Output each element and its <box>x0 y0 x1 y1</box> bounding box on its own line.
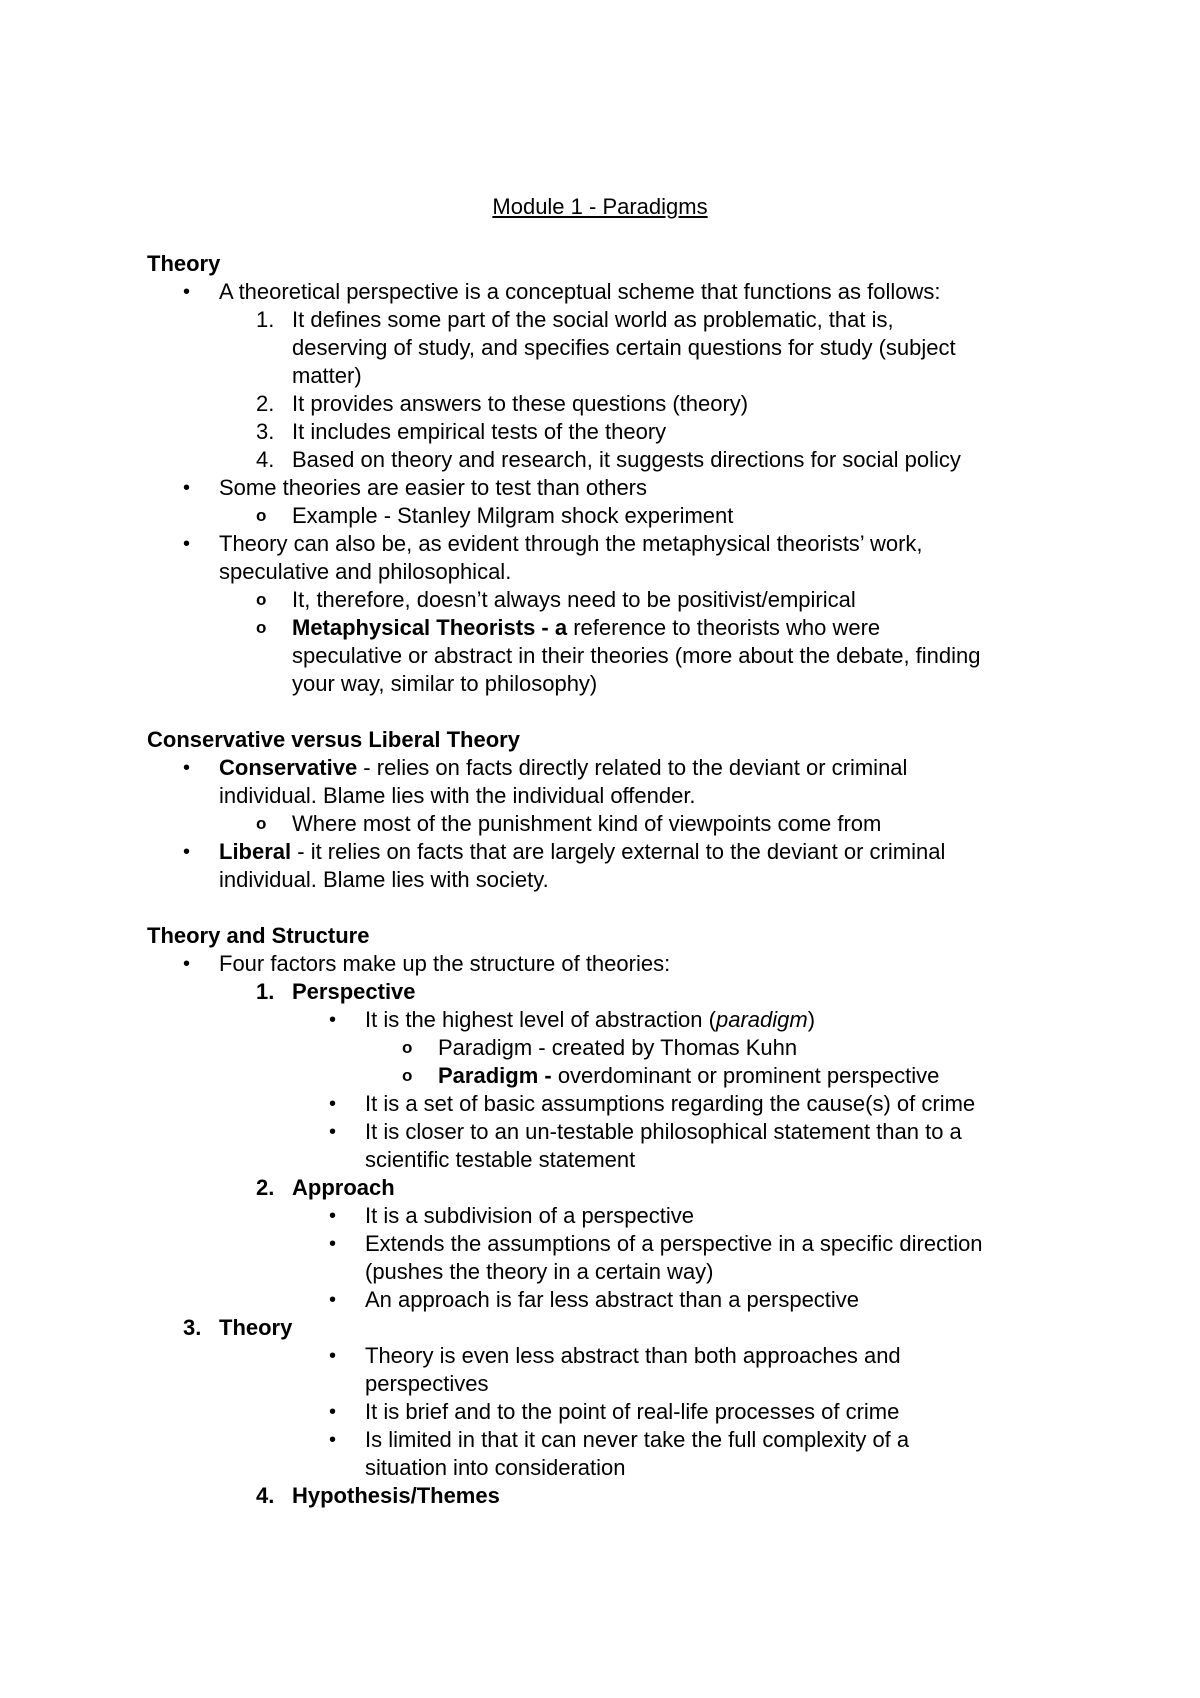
bullet-icon: • <box>329 1205 337 1227</box>
circle-bullet-icon: o <box>256 618 267 637</box>
list-number: 1. <box>256 307 275 332</box>
circle-bullet-icon: o <box>402 1038 413 1057</box>
list-item: It is a set of basic assumptions regarding the cause(s) of crime <box>365 1091 976 1116</box>
text-part: ) <box>807 1007 816 1032</box>
definition-text: reference to theorists who were <box>567 615 881 640</box>
list-item-continued: deserving of study, and specifies certain questions for study (subject <box>292 335 956 360</box>
list-item <box>219 838 945 866</box>
list-item-continued: individual. Blame lies with the individual offender. <box>219 783 696 808</box>
sub-list-item: Where most of the punishment kind of viewpoints come from <box>292 811 882 836</box>
sub-list-item-continued: speculative or abstract in their theories (more about the debate, finding <box>292 643 981 668</box>
page-title: Module 1 - Paradigms <box>492 194 708 219</box>
sub-list-item-continued: your way, similar to philosophy) <box>292 671 598 696</box>
list-item-continued: individual. Blame lies with society. <box>219 867 549 892</box>
definition-text: - relies on facts directly related to the deviant or criminal <box>357 755 908 780</box>
definition-text: overdominant or prominent perspective <box>551 1063 940 1088</box>
bullet-icon: • <box>329 1093 337 1115</box>
sub-list-item: It, therefore, doesn’t always need to be positivist/empirical <box>292 587 856 612</box>
bullet-icon: • <box>329 1009 337 1031</box>
bullet-icon: • <box>183 841 191 863</box>
list-item-continued: speculative and philosophical. <box>219 559 512 584</box>
sub-list-item <box>292 614 880 642</box>
list-number: 2. <box>256 1175 275 1200</box>
bullet-icon: • <box>329 1121 337 1143</box>
section-heading-conservative-liberal: Conservative versus Liberal Theory <box>147 727 520 752</box>
list-number: 3. <box>183 1315 202 1340</box>
definition-text: - it relies on facts that are largely external to the deviant or criminal <box>291 839 946 864</box>
list-item: Theory can also be, as evident through the metaphysical theorists’ work, <box>219 531 923 556</box>
text-part: It is the highest level of abstraction ( <box>365 1007 716 1032</box>
list-number: 1. <box>256 979 275 1004</box>
list-item: Is limited in that it can never take the full complexity of a <box>365 1427 910 1452</box>
bullet-icon: • <box>183 477 191 499</box>
list-item <box>365 1006 815 1034</box>
sub-list-item: Paradigm - created by Thomas Kuhn <box>438 1035 798 1060</box>
bullet-icon: • <box>183 757 191 779</box>
list-item: Extends the assumptions of a perspective in a specific direction <box>365 1231 983 1256</box>
term-liberal: Liberal <box>219 839 292 864</box>
section-heading-theory: Theory <box>147 251 221 276</box>
bullet-icon: • <box>329 1429 337 1451</box>
list-number: 4. <box>256 447 275 472</box>
list-number: 2. <box>256 391 275 416</box>
list-item: An approach is far less abstract than a perspective <box>365 1287 860 1312</box>
factor-title-hypothesis: Hypothesis/Themes <box>292 1483 500 1508</box>
bullet-icon: • <box>329 1345 337 1367</box>
list-item-continued: scientific testable statement <box>365 1147 636 1172</box>
list-item-continued: perspectives <box>365 1371 489 1396</box>
list-item: It includes empirical tests of the theory <box>292 419 667 444</box>
sub-list-item <box>438 1062 939 1090</box>
factor-title-theory: Theory <box>219 1315 293 1340</box>
section-heading-theory-structure: Theory and Structure <box>147 923 370 948</box>
list-item: Four factors make up the structure of theories: <box>219 951 671 976</box>
bullet-icon: • <box>183 533 191 555</box>
list-item: It provides answers to these questions (theory) <box>292 391 749 416</box>
list-number: 3. <box>256 419 275 444</box>
term-paradigm: Paradigm - <box>438 1063 552 1088</box>
list-item-continued: (pushes the theory in a certain way) <box>365 1259 714 1284</box>
list-item: A theoretical perspective is a conceptual scheme that functions as follows: <box>219 279 941 304</box>
term-conservative: Conservative <box>219 755 358 780</box>
bullet-icon: • <box>329 1233 337 1255</box>
factor-title-approach: Approach <box>292 1175 395 1200</box>
list-number: 4. <box>256 1483 275 1508</box>
circle-bullet-icon: o <box>256 814 267 833</box>
list-item: Based on theory and research, it suggests directions for social policy <box>292 447 961 472</box>
italic-term-paradigm: paradigm <box>715 1007 808 1032</box>
list-item: It is brief and to the point of real-life processes of crime <box>365 1399 900 1424</box>
list-item: It is a subdivision of a perspective <box>365 1203 694 1228</box>
list-item <box>219 754 907 782</box>
term-metaphysical-theorists: Metaphysical Theorists - a <box>292 615 568 640</box>
list-item-continued: matter) <box>292 363 362 388</box>
list-item: It defines some part of the social world as problematic, that is, <box>292 307 894 332</box>
sub-list-item: Example - Stanley Milgram shock experiment <box>292 503 734 528</box>
bullet-icon: • <box>183 953 191 975</box>
list-item: Theory is even less abstract than both approaches and <box>365 1343 901 1368</box>
circle-bullet-icon: o <box>402 1066 413 1085</box>
list-item-continued: situation into consideration <box>365 1455 626 1480</box>
factor-title-perspective: Perspective <box>292 979 416 1004</box>
list-item: Some theories are easier to test than others <box>219 475 648 500</box>
list-item: It is closer to an un-testable philosophical statement than to a <box>365 1119 962 1144</box>
circle-bullet-icon: o <box>256 590 267 609</box>
bullet-icon: • <box>329 1401 337 1423</box>
bullet-icon: • <box>329 1289 337 1311</box>
circle-bullet-icon: o <box>256 506 267 525</box>
bullet-icon: • <box>183 281 191 303</box>
